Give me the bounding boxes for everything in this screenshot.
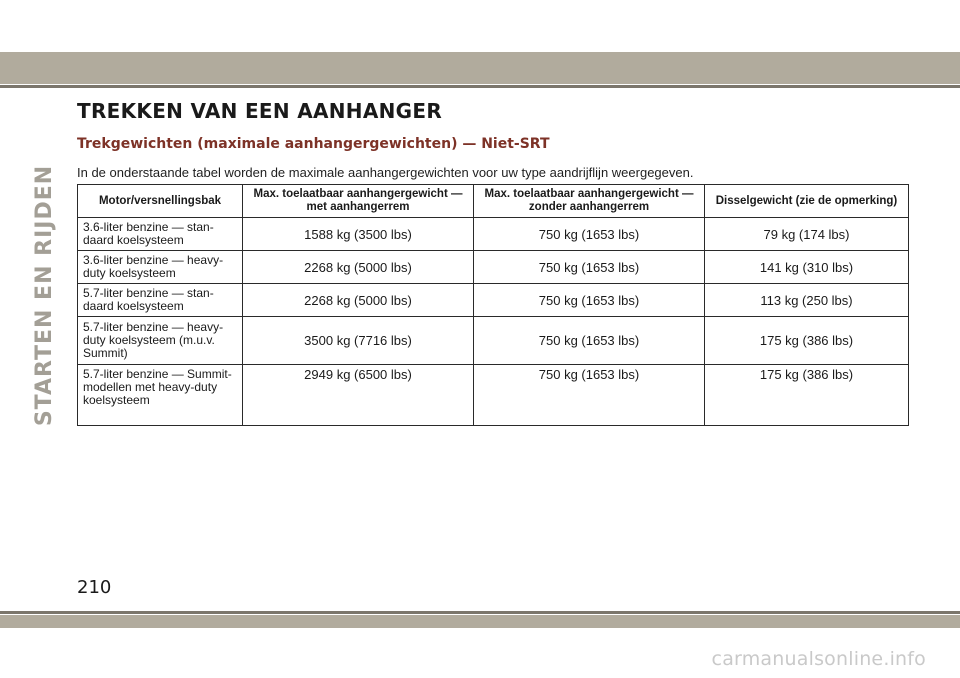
header-engine-transmission: Motor/versnellingsbak (78, 185, 243, 218)
cell-engine: 5.7-liter benzine — stan-daard koelsysteem (78, 284, 243, 317)
bottom-decorative-band (0, 615, 960, 628)
table-row (78, 218, 909, 251)
cell-with-brake: 1588 kg (3500 lbs) (243, 218, 474, 251)
side-section-label (20, 164, 70, 426)
cell-tongue-weight: 175 kg (386 lbs) (705, 365, 909, 426)
cell-engine: 5.7-liter benzine — heavy-duty koelsysteem (m.u.v. Summit) (78, 317, 243, 365)
cell-tongue-weight: 113 kg (250 lbs) (705, 284, 909, 317)
cell-without-brake: 750 kg (1653 lbs) (474, 218, 705, 251)
intro-text: In de onderstaande tabel worden de maximale aanhangergewichten voor uw type aandrijflijn weergegeven. (77, 165, 694, 180)
cell-tongue-weight: 175 kg (386 lbs) (705, 317, 909, 365)
section-title: TREKKEN VAN EEN AANHANGER (77, 99, 443, 123)
watermark-text: carmanualsonline.info (711, 648, 926, 670)
cell-without-brake: 750 kg (1653 lbs) (474, 284, 705, 317)
cell-engine: 5.7-liter benzine — Summit-modellen met heavy-duty koelsysteem (78, 365, 243, 426)
header-max-weight-without-brake: Max. toelaatbaar aanhangergewicht — zonder aanhangerrem (474, 185, 705, 218)
top-decorative-band (0, 52, 960, 84)
cell-tongue-weight: 79 kg (174 lbs) (705, 218, 909, 251)
cell-tongue-weight: 141 kg (310 lbs) (705, 251, 909, 284)
cell-without-brake: 750 kg (1653 lbs) (474, 365, 705, 426)
top-band-rule (0, 85, 960, 88)
side-section-label-text: STARTEN EN RIJDEN (32, 164, 58, 426)
cell-engine: 3.6-liter benzine — heavy-duty koelsysteem (78, 251, 243, 284)
towing-weights-table (77, 184, 909, 426)
cell-without-brake: 750 kg (1653 lbs) (474, 317, 705, 365)
subsection-title: Trekgewichten (maximale aanhangergewichten) — Niet-SRT (77, 136, 550, 152)
cell-with-brake: 2268 kg (5000 lbs) (243, 251, 474, 284)
cell-with-brake: 3500 kg (7716 lbs) (243, 317, 474, 365)
table-row (78, 365, 909, 426)
header-max-weight-with-brake: Max. toelaatbaar aanhangergewicht — met aanhangerrem (243, 185, 474, 218)
cell-engine: 3.6-liter benzine — stan-daard koelsysteem (78, 218, 243, 251)
cell-with-brake: 2949 kg (6500 lbs) (243, 365, 474, 426)
header-tongue-weight: Disselgewicht (zie de opmerking) (705, 185, 909, 218)
cell-without-brake: 750 kg (1653 lbs) (474, 251, 705, 284)
bottom-band-rule (0, 611, 960, 614)
table-row (78, 317, 909, 365)
table-row (78, 284, 909, 317)
page-number: 210 (77, 577, 112, 598)
table-row (78, 251, 909, 284)
table-header-row (78, 185, 909, 218)
cell-with-brake: 2268 kg (5000 lbs) (243, 284, 474, 317)
